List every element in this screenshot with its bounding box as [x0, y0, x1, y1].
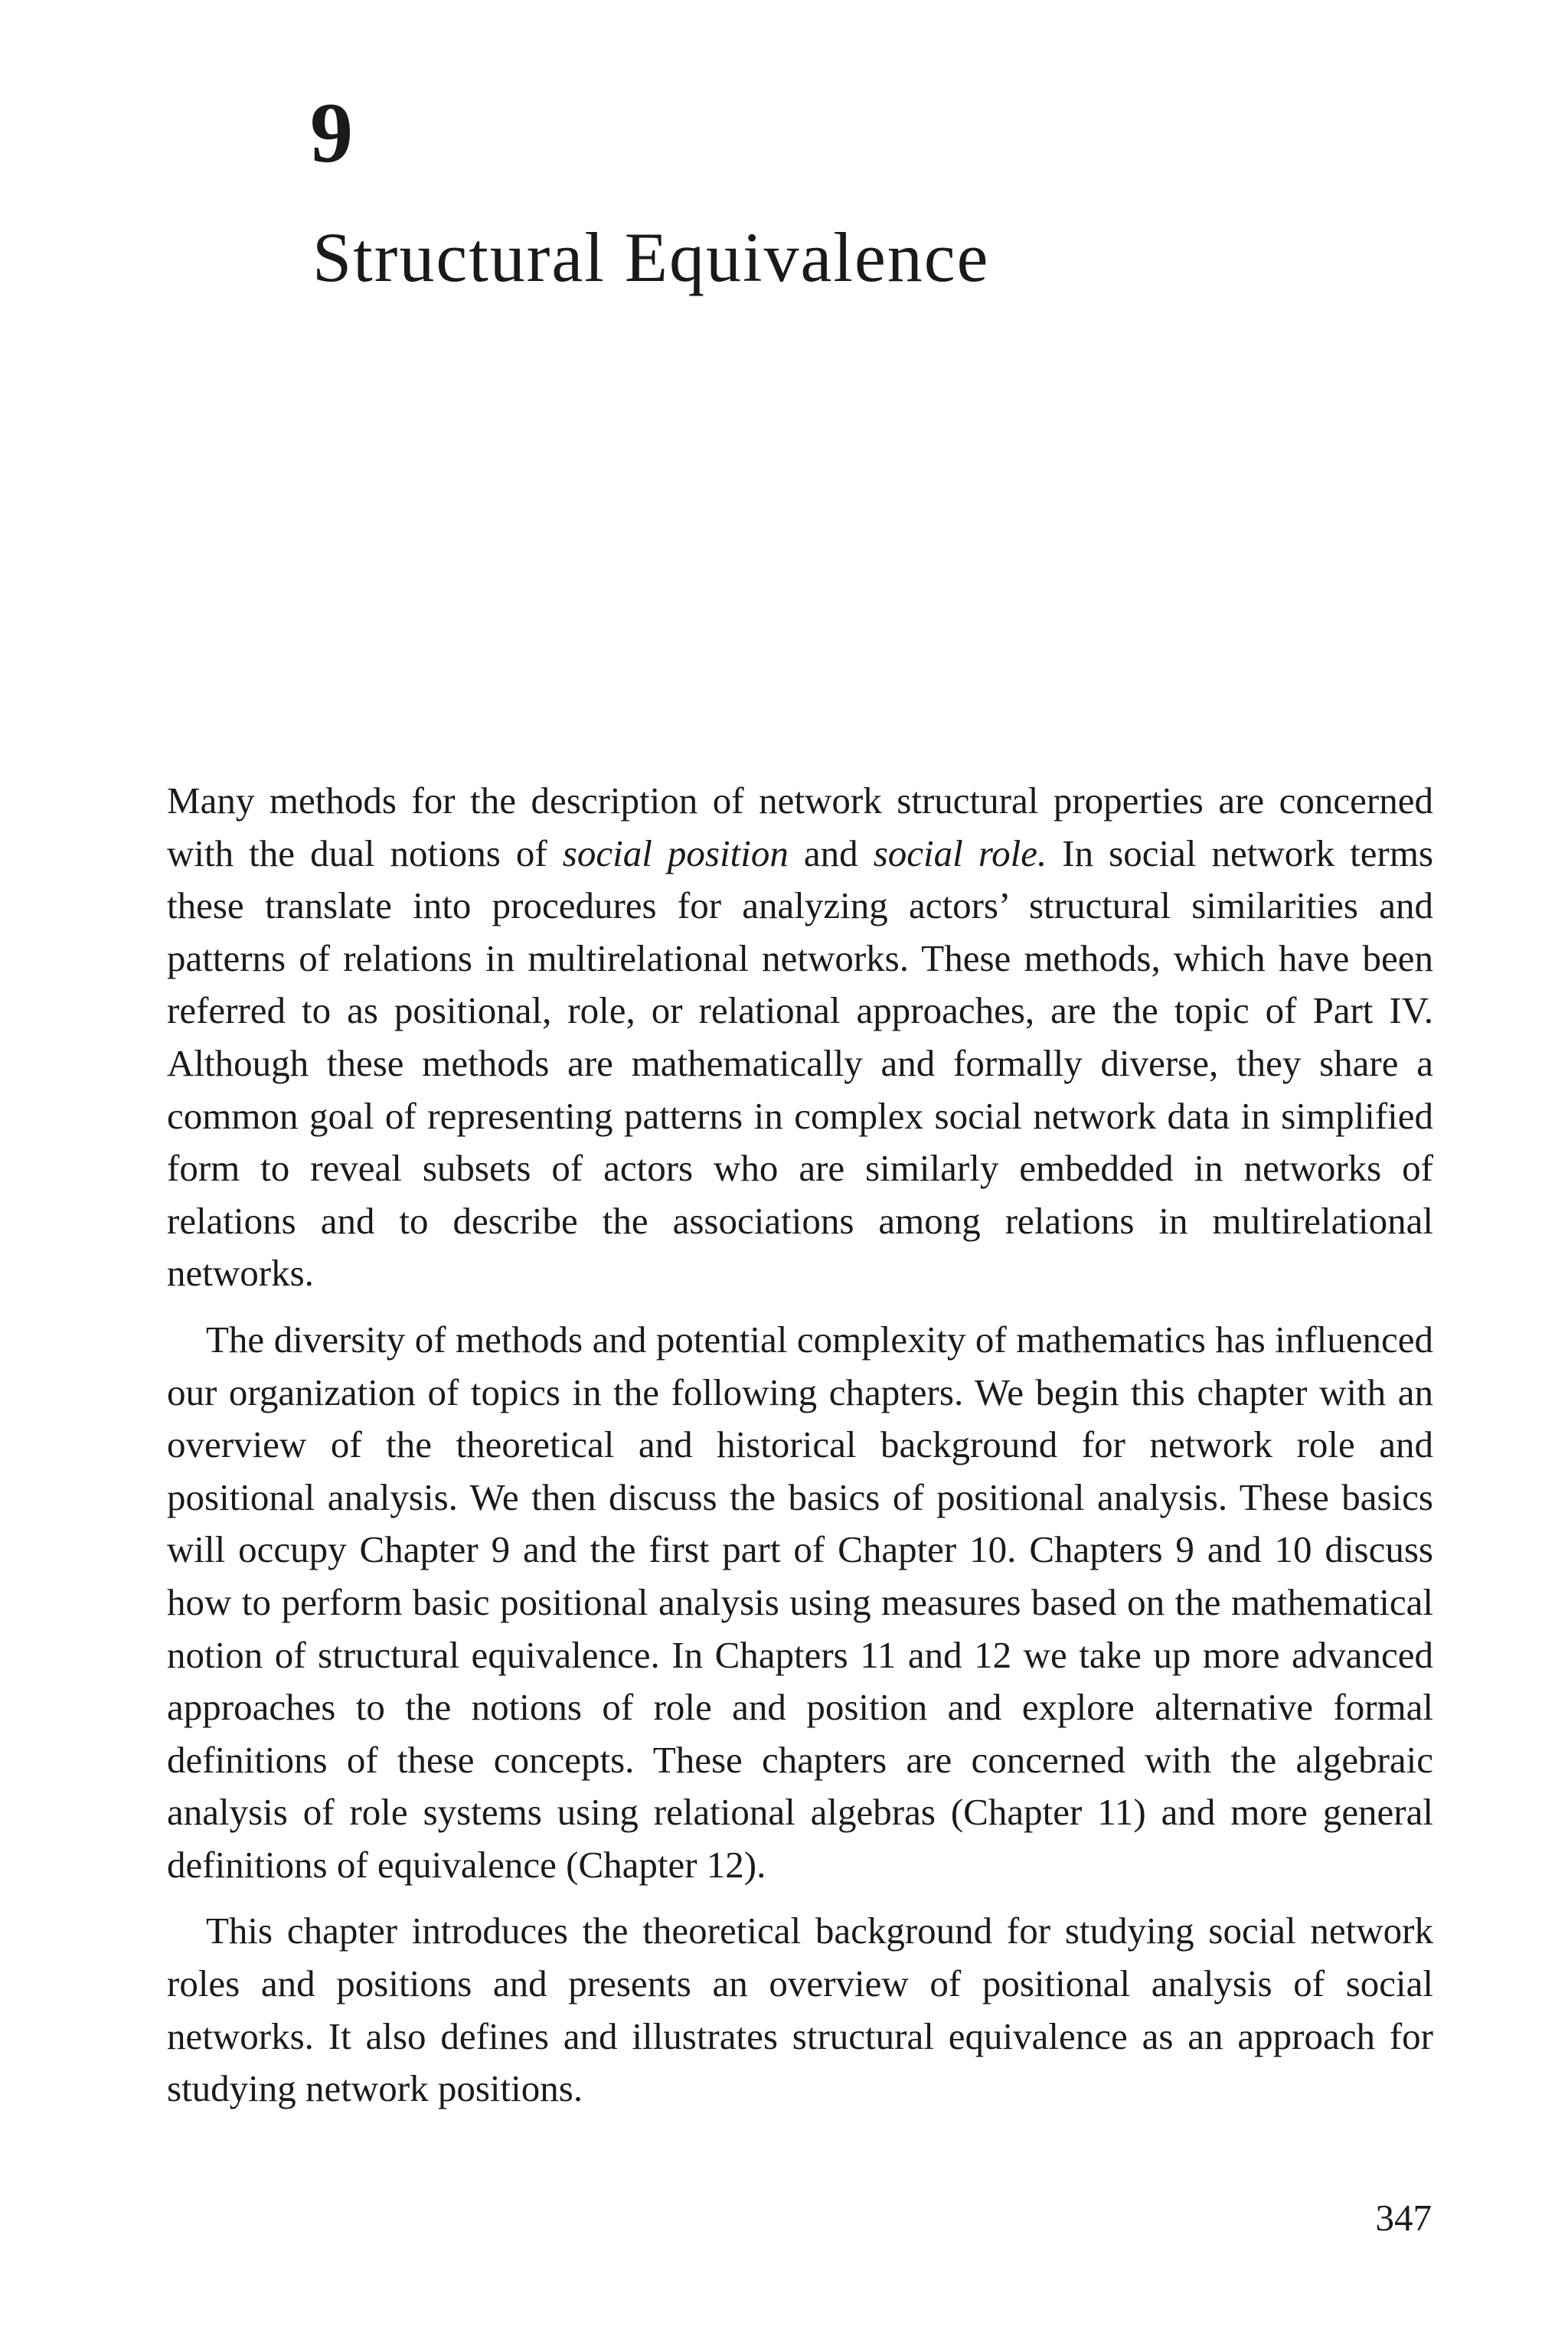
- text-segment: Many methods for the description of network structural properties are concerned with the dual notions of: [167, 779, 1433, 874]
- chapter-title: Structural Equivalence: [312, 218, 990, 296]
- text-segment-italic: social position: [562, 831, 789, 874]
- text-segment: The diversity of methods and potential complexity of mathematics has influenced our organization of topics in the following chapters. We begin this chapter with an overview of the theoretical and historical background for network role and positional analysis. We then discuss the basics of positional analysis. These basics will occupy Chapter 9 and the first part of Chapter 10. Chapters 9 and 10 discuss how to perform basic positional analysis using measures based on the mathematical notion of structural equivalence. In Chapters 11 and 12 we take up more advanced approaches to the notions of role and position and explore alternative formal definitions of these concepts. These chapters are concerned with the algebraic analysis of role systems using relational algebras (Chapter 11) and more general definitions of equivalence (Chapter 12).: [167, 1318, 1433, 1886]
- paragraph-3: [167, 1905, 1433, 2115]
- text-segment: In social network terms these translate into procedures for analyzing actors’ structural similarities and patterns of relations in multirelational networks. These methods, which have been referred to as positional, role, or relational approaches, are the topic of Part IV. Although these methods are mathematically and formally diverse, they share a common goal of representing patterns in complex social network data in simplified form to reveal subsets of actors who are similarly embedded in networks of relations and to describe the associations among relations in multirelational networks.: [167, 831, 1434, 1295]
- page-number: 347: [1375, 2197, 1432, 2239]
- paragraph-1: [167, 775, 1433, 1300]
- text-segment: This chapter introduces the theoretical background for studying social network roles and positions and presents an overview of positional analysis of social networks. It also defines and illustrates structural equivalence as an approach for studying network positions.: [167, 1910, 1433, 2110]
- text-segment: and: [788, 831, 874, 874]
- paragraph-2: [167, 1314, 1433, 1892]
- text-segment-italic: social role.: [873, 831, 1047, 874]
- chapter-body: [167, 775, 1433, 2115]
- chapter-number: 9: [310, 86, 353, 181]
